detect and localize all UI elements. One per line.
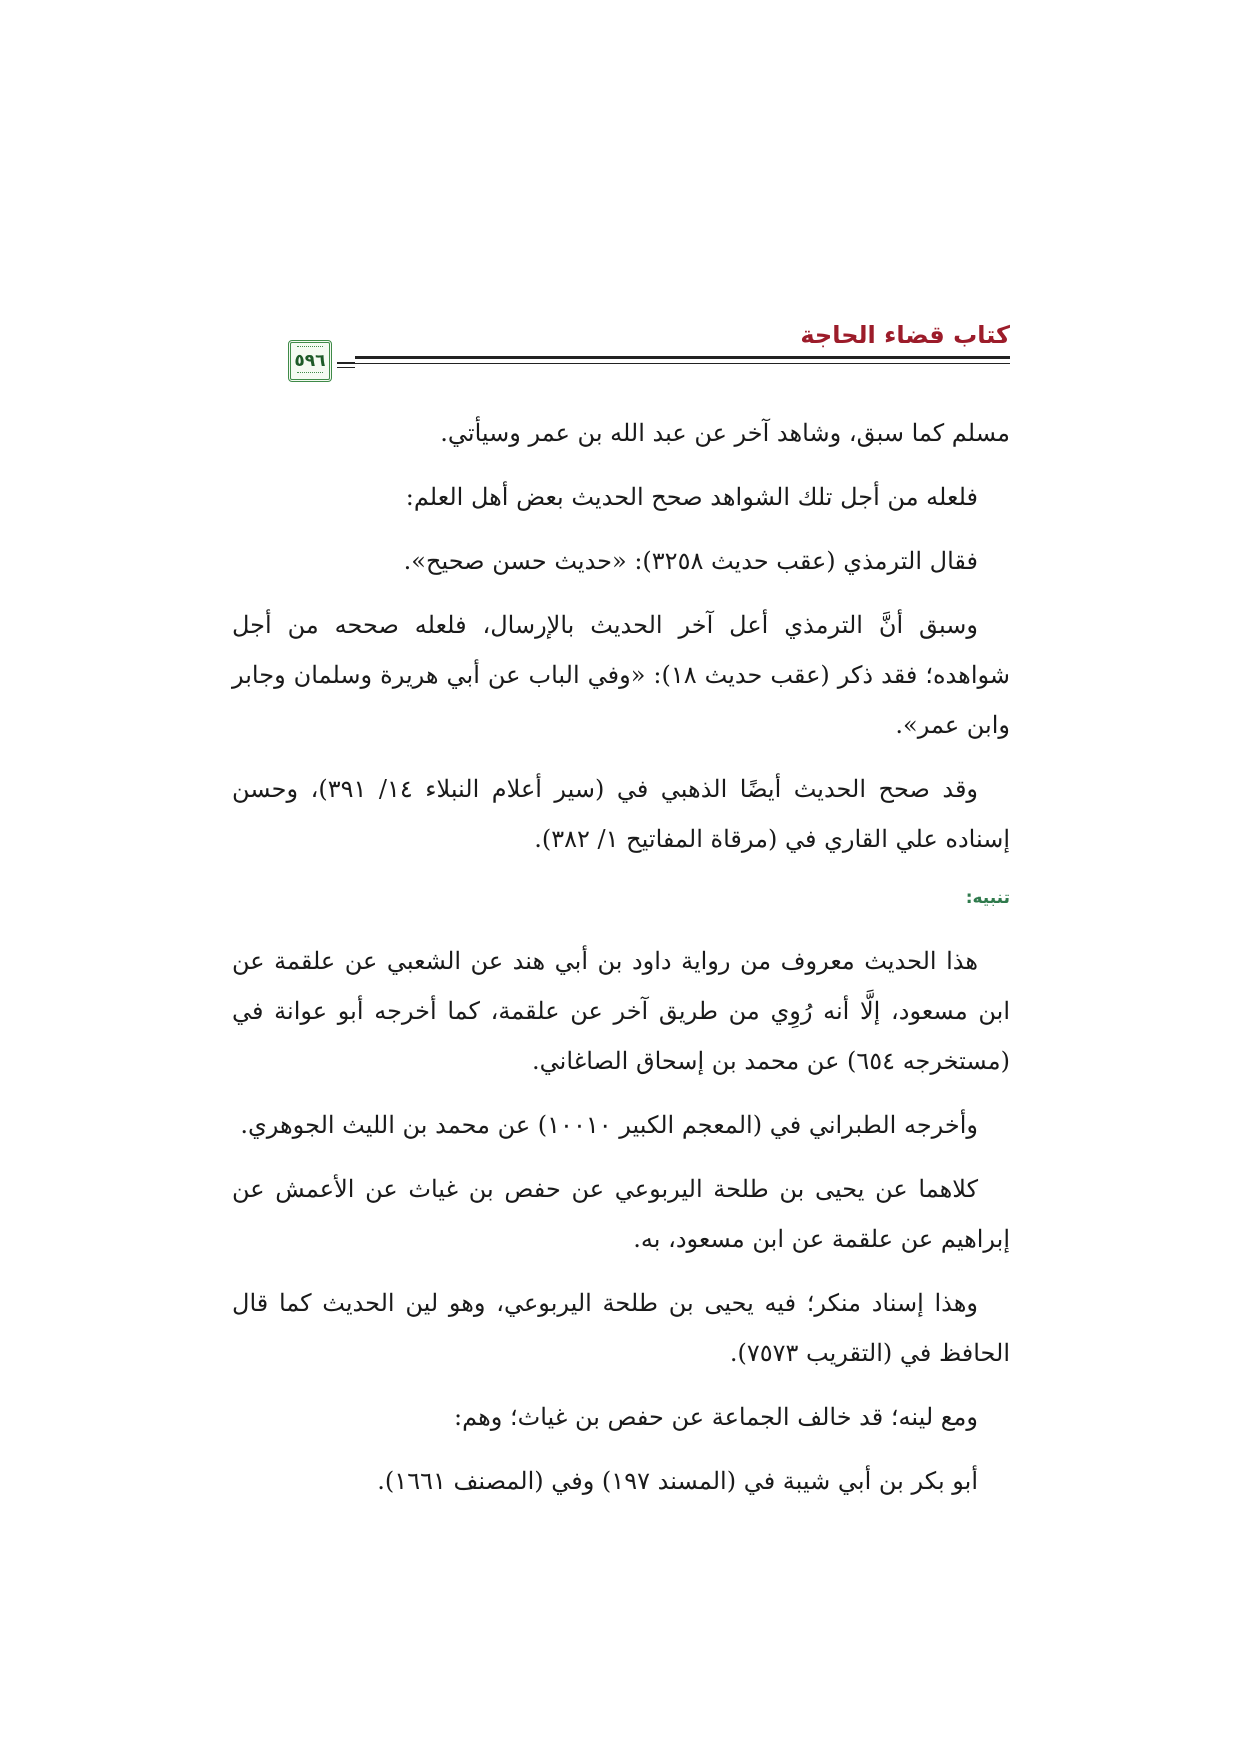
page-header [232,318,1010,388]
paragraph: ومع لينه؛ قد خالف الجماعة عن حفص بن غياث؛ وهم: [454,1403,978,1431]
header-rule-left-thin [337,367,355,368]
paragraph: كلاهما عن يحيى بن طلحة اليربوعي عن حفص بن غياث عن الأعمش عن إبراهيم عن علقمة عن ابن مسعود، به. [232,1175,1010,1253]
header-rule [355,356,1010,359]
paragraph: فلعله من أجل تلك الشواهد صحح الحديث بعض أهل العلم: [405,483,978,511]
paragraph: أبو بكر بن أبي شيبة في (المسند ١٩٧) وفي (المصنف ١٦٦١). [377,1467,978,1495]
paragraph: مسلم كما سبق، وشاهد آخر عن عبد الله بن عمر وسيأتي. [440,419,1010,447]
paragraph: وأخرجه الطبراني في (المعجم الكبير ١٠٠١٠) عن محمد بن الليث الجوهري. [240,1111,978,1139]
paragraph: هذا الحديث معروف من رواية داود بن أبي هند عن الشعبي عن علقمة عن ابن مسعود، إلَّا أنه رُوِي من طريق آخر عن علقمة، كما أخرجه أبو عوانة في (مستخرجه ٦٥٤) عن محمد بن إسحاق الصاغاني. [232,947,1010,1075]
page-number: ٥٩٦ [294,350,326,371]
paragraph: وسبق أنَّ الترمذي أعل آخر الحديث بالإرسال، فلعله صححه من أجل شواهده؛ فقد ذكر (عقب حديث ١٨): «وفي الباب عن أبي هريرة وسلمان وجابر وابن عمر». [232,611,1010,739]
header-rule-left [337,362,355,364]
paragraph: وقد صحح الحديث أيضًا الذهبي في (سير أعلام النبلاء ١٤/ ٣٩١)، وحسن إسناده علي القاري في (مرقاة المفاتيح ١/ ٣٨٢). [232,775,1010,853]
page-number-badge [288,340,332,382]
header-rule-thin [355,363,1010,364]
note-heading: تنبيه: [965,888,1010,908]
paragraph: فقال الترمذي (عقب حديث ٣٢٥٨): «حديث حسن صحيح». [403,547,978,575]
paragraph: وهذا إسناد منكر؛ فيه يحيى بن طلحة اليربوعي، وهو لين الحديث كما قال الحافظ في (التقريب ٧٥٧٣). [232,1289,1010,1367]
book-title: كتاب قضاء الحاجة [800,321,1010,349]
page-body [232,408,1010,1520]
